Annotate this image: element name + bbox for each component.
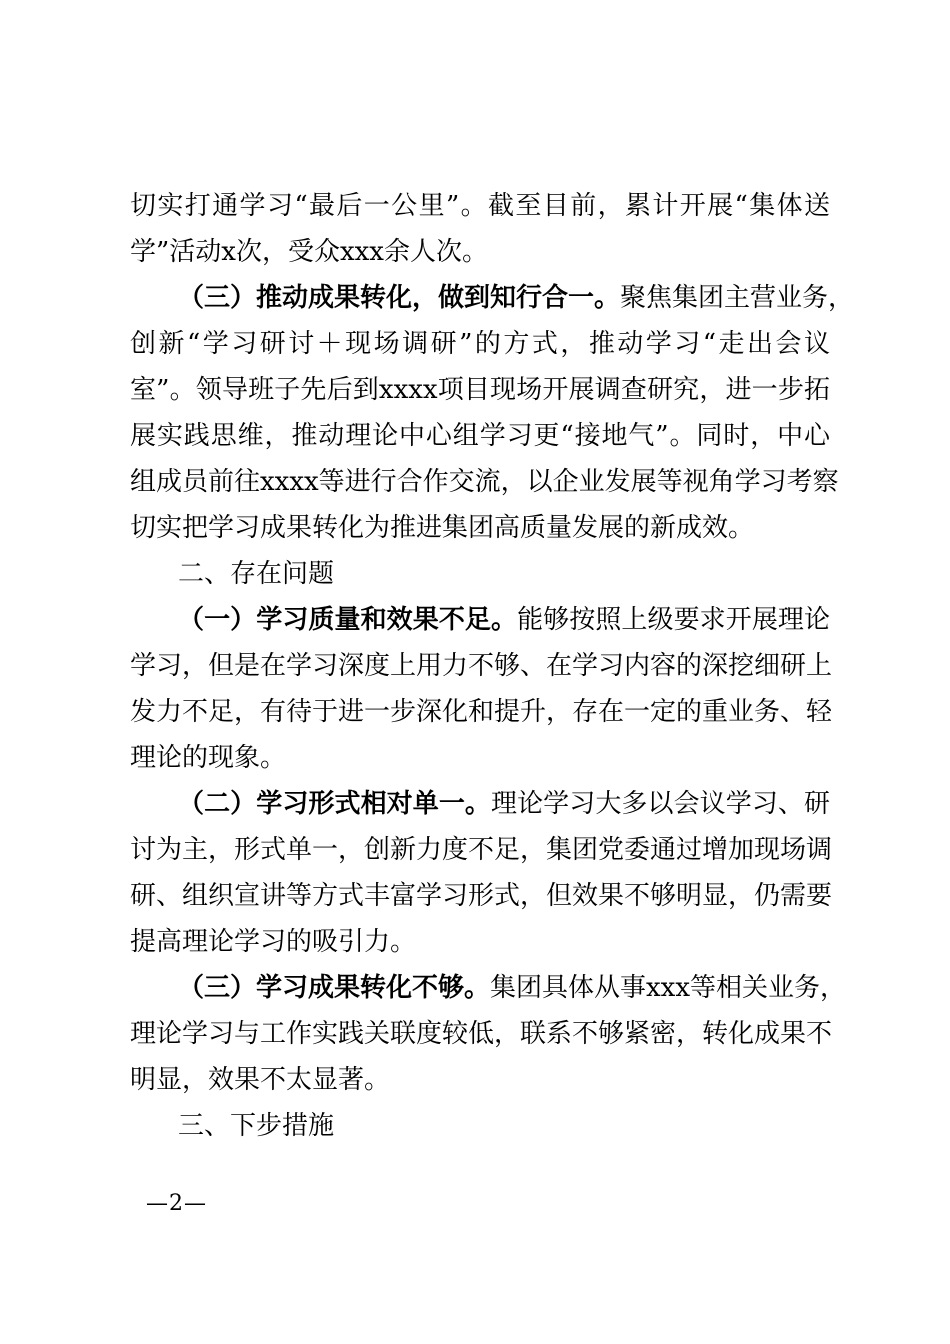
paragraph-line: 提高理论学习的吸引力。 xyxy=(130,927,417,957)
section-text: 聚焦集团主营业务， xyxy=(620,283,855,313)
paragraph-line: 理论的现象。 xyxy=(130,743,287,773)
paragraph-line xyxy=(178,597,830,643)
paragraph-line: 讨为主，形式单一，创新力度不足，集团党委通过增加现场调 xyxy=(130,835,833,865)
section-text: 理论学习大多以会议学习、研 xyxy=(491,789,830,819)
paragraph-line: 发力不足，有待于进一步深化和提升，存在一定的重业务、轻 xyxy=(130,697,833,727)
paragraph-line xyxy=(178,965,847,1011)
paragraph-line xyxy=(178,781,830,827)
paragraph-line: 切实打通学习“最后一公里”。截至目前，累计开展“集体送 xyxy=(130,191,830,221)
paragraph-line: 组成员前往xxxx等进行合作交流，以企业发展等视角学习考察 xyxy=(130,467,839,497)
section-text: 集团具体从事xxx等相关业务， xyxy=(490,973,847,1003)
paragraph-line: 创新“学习研讨＋现场调研”的方式，推动学习“走出会议 xyxy=(130,329,830,359)
paragraph-line: 切实把学习成果转化为推进集团高质量发展的新成效。 xyxy=(130,513,755,543)
section-text: 能够按照上级要求开展理论 xyxy=(517,605,830,635)
paragraph-line: 学”活动x次，受众xxx余人次。 xyxy=(130,237,488,267)
section-heading: 二、存在问题 xyxy=(178,559,335,589)
paragraph-line: 明显，效果不太显著。 xyxy=(130,1065,391,1095)
paragraph-line: 研、组织宣讲等方式丰富学习形式，但效果不够明显，仍需要 xyxy=(130,881,833,911)
section-lead: （二）学习形式相对单一。 xyxy=(178,789,491,819)
paragraph-line xyxy=(178,275,855,321)
section-lead: （一）学习质量和效果不足。 xyxy=(178,605,518,635)
section-lead: （三）学习成果转化不够。 xyxy=(178,973,491,1003)
section-lead: （三）推动成果转化，做到知行合一。 xyxy=(178,283,621,313)
paragraph-line: 展实践思维，推动理论中心组学习更“接地气”。同时，中心 xyxy=(130,421,830,451)
paragraph-line: 室”。领导班子先后到xxxx项目现场开展调查研究，进一步拓 xyxy=(130,375,830,405)
page-number: —2— xyxy=(146,1191,207,1216)
section-heading: 三、下步措施 xyxy=(178,1111,335,1141)
paragraph-line: 学习，但是在学习深度上用力不够、在学习内容的深挖细研上 xyxy=(130,651,833,681)
paragraph-line: 理论学习与工作实践关联度较低，联系不够紧密，转化成果不 xyxy=(130,1019,833,1049)
